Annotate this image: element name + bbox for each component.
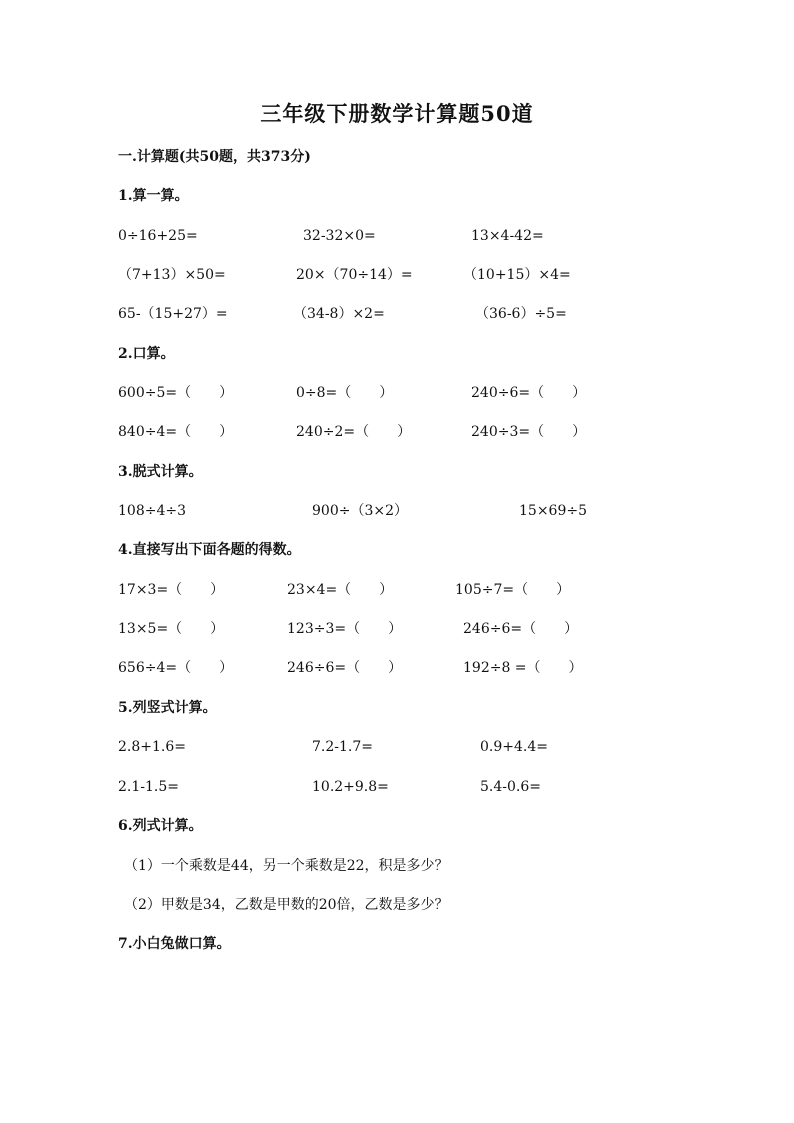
- q1-item: （10+15）×4=: [463, 267, 571, 283]
- question-7-heading: 7.小白兔做口算。: [118, 936, 231, 952]
- q3-item: 15×69÷5: [519, 503, 587, 519]
- q5-item: 2.1-1.5=: [118, 779, 179, 795]
- q3-item: 900÷（3×2）: [312, 503, 408, 519]
- q2-item: 240÷6=（ ）: [471, 385, 587, 401]
- q5-item: 2.8+1.6=: [118, 739, 186, 755]
- question-2-heading: 2.口算。: [118, 346, 175, 362]
- q1-item: 65-（15+27）=: [118, 306, 228, 322]
- page-title: 三年级下册数学计算题50道: [260, 101, 534, 126]
- q2-item: 600÷5=（ ）: [118, 385, 234, 401]
- q4-item: 17×3=（ ）: [118, 582, 225, 598]
- q4-item: 192÷8 =（ ）: [463, 660, 583, 676]
- q1-item: （7+13）×50=: [118, 267, 226, 283]
- q2-item: 240÷3=（ ）: [471, 424, 587, 440]
- q1-item: 0÷16+25=: [118, 228, 198, 244]
- q1-item: 13×4-42=: [471, 228, 544, 244]
- q2-item: 840÷4=（ ）: [118, 424, 234, 440]
- q4-item: 13×5=（ ）: [118, 621, 225, 637]
- q5-item: 5.4-0.6=: [480, 779, 541, 795]
- q6-item: （1）一个乘数是44，另一个乘数是22，积是多少？: [124, 858, 449, 874]
- q5-item: 10.2+9.8=: [312, 779, 389, 795]
- question-5-heading: 5.列竖式计算。: [118, 700, 217, 716]
- q5-item: 0.9+4.4=: [480, 739, 548, 755]
- section-heading: 一.计算题(共50题，共373分): [118, 149, 311, 165]
- q2-item: 0÷8=（ ）: [296, 385, 394, 401]
- q1-item: 32-32×0=: [303, 228, 376, 244]
- q4-item: 246÷6=（ ）: [287, 660, 403, 676]
- q4-item: 23×4=（ ）: [287, 582, 394, 598]
- q4-item: 246÷6=（ ）: [463, 621, 579, 637]
- q4-item: 123÷3=（ ）: [287, 621, 403, 637]
- q1-item: 20×（70÷14）=: [296, 267, 413, 283]
- q5-item: 7.2-1.7=: [312, 739, 373, 755]
- question-3-heading: 3.脱式计算。: [118, 464, 203, 480]
- question-1-heading: 1.算一算。: [118, 188, 189, 204]
- question-6-heading: 6.列式计算。: [118, 818, 203, 834]
- q1-item: （36-6）÷5=: [475, 306, 567, 322]
- q6-item: （2）甲数是34，乙数是甲数的20倍，乙数是多少？: [124, 897, 449, 913]
- q2-item: 240÷2=（ ）: [296, 424, 412, 440]
- q4-item: 656÷4=（ ）: [118, 660, 234, 676]
- question-4-heading: 4.直接写出下面各题的得数。: [118, 542, 301, 558]
- q1-item: （34-8）×2=: [293, 306, 385, 322]
- q4-item: 105÷7=（ ）: [455, 582, 571, 598]
- q3-item: 108÷4÷3: [118, 503, 186, 519]
